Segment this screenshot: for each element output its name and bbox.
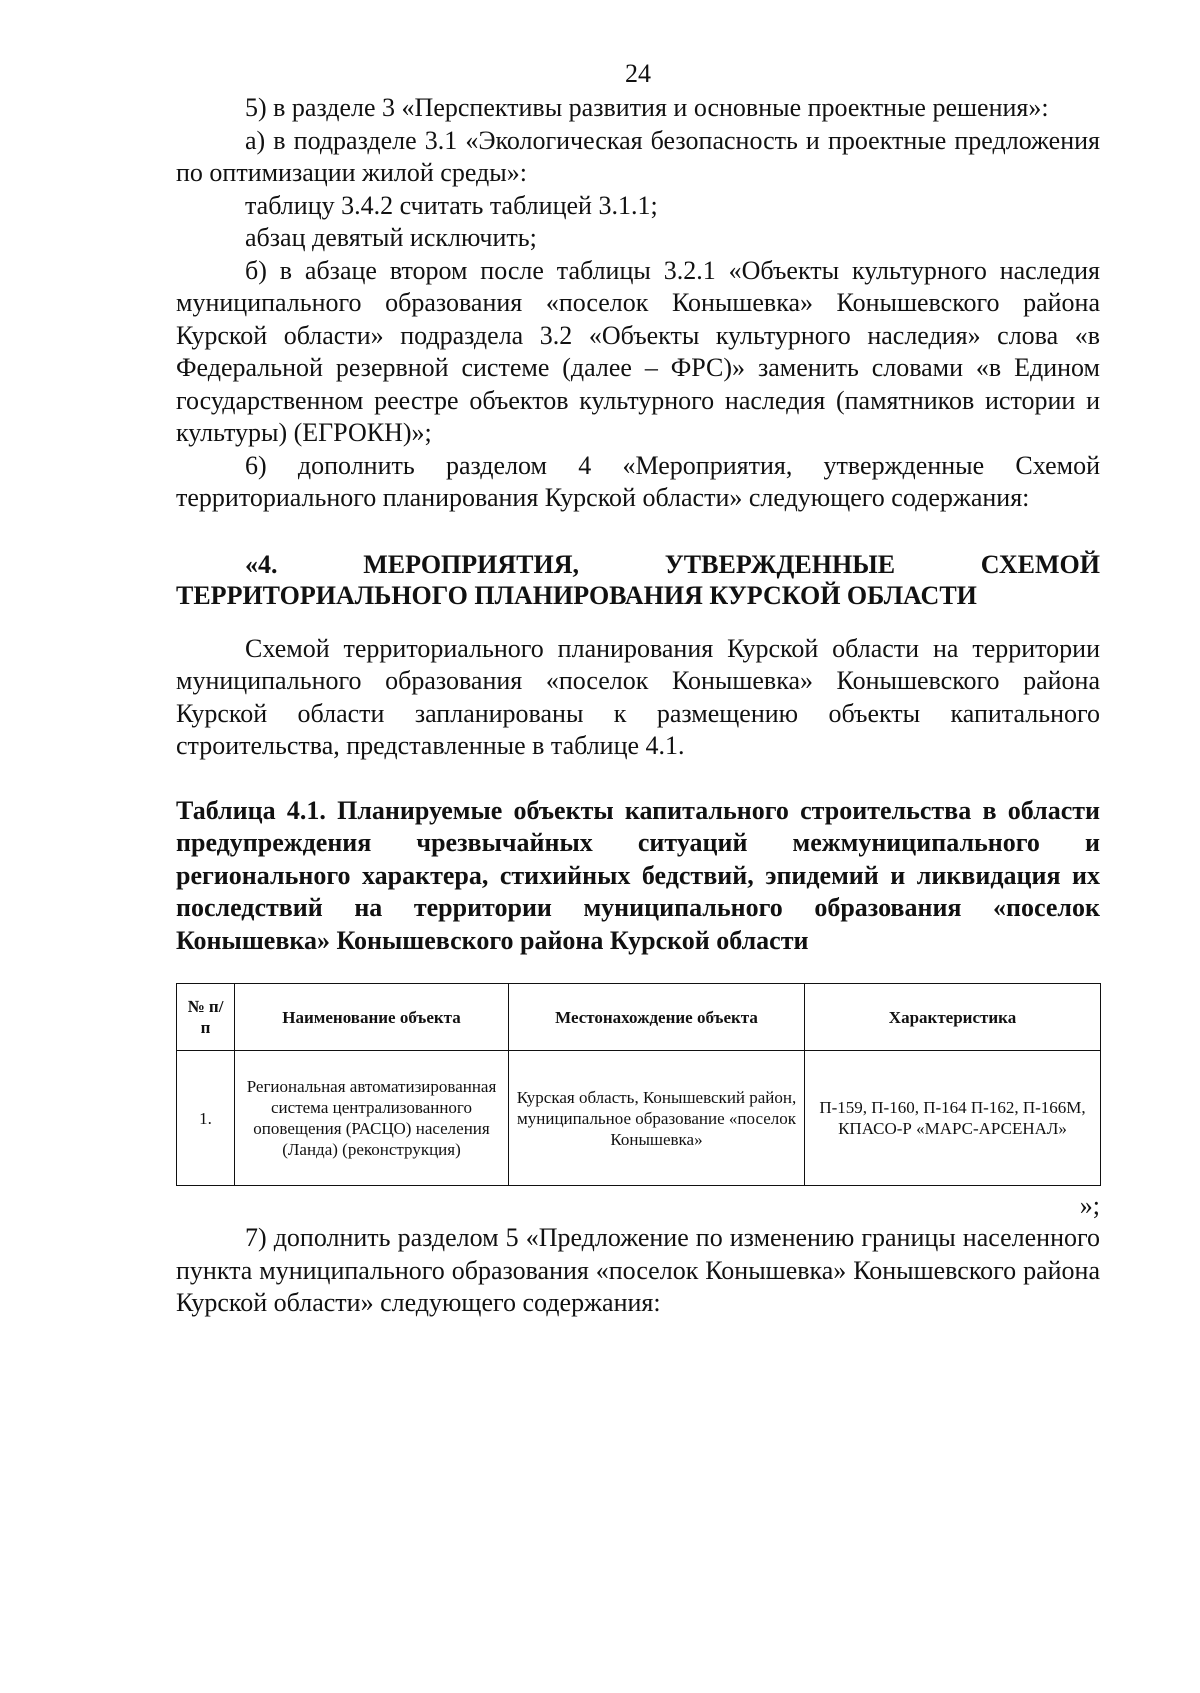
- section-heading: «4. МЕРОПРИЯТИЯ, УТВЕРЖДЕННЫЕ СХЕМОЙ ТЕРРИТОРИАЛЬНОГО ПЛАНИРОВАНИЯ КУРСКОЙ ОБЛАСТИ: [176, 549, 1100, 610]
- cell-characteristic: П-159, П-160, П-164 П-162, П-166М, КПАСО-Р «МАРС-АРСЕНАЛ»: [805, 1051, 1101, 1186]
- paragraph-item-7: 7) дополнить разделом 5 «Предложение по изменению границы населенного пункта муниципального образования «поселок Конышевка» Конышевского района Курской области» следующего содержания:: [176, 1223, 1100, 1317]
- cell-location: Курская область, Конышевский район, муниципальное образование «поселок Конышевка»: [509, 1051, 805, 1186]
- table-row: [177, 1051, 1101, 1186]
- section-body: Схемой территориального планирования Курской области на территории муниципального образования «поселок Конышевка» Конышевского района Курской области запланированы к размещению объекты капитального строительства, представленные в таблице 4.1.: [176, 633, 1100, 760]
- cell-object-name: Региональная автоматизированная система централизованного оповещения (РАСЦО) населения (Ланда) (реконструкция): [235, 1051, 509, 1186]
- paragraph-item-5: 5) в разделе 3 «Перспективы развития и основные проектные решения»:: [245, 93, 1049, 122]
- header-characteristic: Характеристика: [805, 984, 1101, 1051]
- document-page: [176, 58, 1100, 1320]
- page-number: 24: [625, 59, 651, 88]
- table-header-row: [177, 984, 1101, 1051]
- paragraph-item-6: 6) дополнить разделом 4 «Мероприятия, утвержденные Схемой территориального планирования Курской области» следующего содержания:: [176, 450, 1100, 512]
- cell-number: 1.: [177, 1051, 235, 1186]
- paragraph-subitem-b: б) в абзаце втором после таблицы 3.2.1 «Объекты культурного наследия муниципального образования «поселок Конышевка» Конышевского района Курской области» подраздела 3.2 «Объекты культурного наследия» слова «в Федеральной резервной системе (далее – ФРС)» заменить словами «в Едином государственном реестре объектов культурного наследия (памятников истории и культуры) (ЕГРОКН)»;: [176, 255, 1100, 447]
- paragraph-table-rename: таблицу 3.4.2 считать таблицей 3.1.1;: [245, 190, 658, 220]
- paragraph-subitem-a: а) в подразделе 3.1 «Экологическая безопасность и проектные предложения по оптимизации жилой среды»:: [176, 125, 1100, 187]
- header-object-name: Наименование объекта: [235, 984, 509, 1051]
- paragraph-exclude: абзац девятый исключить;: [245, 223, 537, 252]
- closing-quote-mark: »;: [1079, 1191, 1100, 1220]
- header-location: Местонахождение объекта: [509, 984, 805, 1051]
- table-title: Таблица 4.1. Планируемые объекты капитального строительства в области предупреждения чрезвычайных ситуаций межмуниципального и регионального характера, стихийных бедствий, эпидемий и ликвидация их последствий на территории муниципального образования «поселок Конышевка» Конышевского района Курской области: [176, 795, 1100, 955]
- header-number: № п/п: [177, 984, 235, 1051]
- objects-table: [176, 983, 1101, 1186]
